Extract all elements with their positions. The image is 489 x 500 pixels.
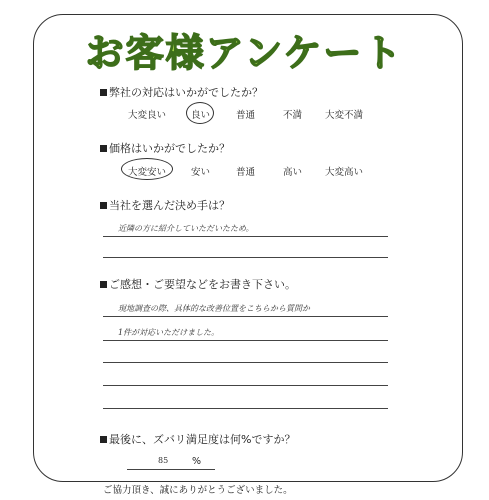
q1-option-3[interactable]: 普通 — [236, 110, 256, 121]
q4-answer-line-2 — [103, 340, 388, 341]
question-3 — [100, 197, 230, 213]
bullet-square-icon — [100, 89, 107, 96]
q3-answer-line-1 — [103, 236, 388, 237]
question-4 — [100, 276, 296, 292]
bullet-square-icon — [100, 145, 107, 152]
footer-thanks: ご協力頂き、誠にありがとうございました。 — [103, 485, 293, 496]
question-2-label: 価格はいかがでしたか？ — [109, 142, 230, 155]
bullet-square-icon — [100, 281, 107, 288]
question-1 — [100, 84, 263, 100]
q2-option-2[interactable]: 安い — [191, 167, 211, 178]
q2-option-3[interactable]: 普通 — [236, 167, 256, 178]
q4-answer-line-3 — [103, 362, 388, 363]
question-1-label: 弊社の対応はいかがでしたか？ — [109, 86, 263, 99]
q5-answer-line — [127, 469, 215, 470]
question-3-label: 当社を選んだ決め手は？ — [109, 199, 230, 212]
bullet-square-icon — [100, 436, 107, 443]
survey-title: お客様アンケート — [85, 31, 404, 75]
q5-handwritten-value: 85 — [158, 456, 169, 465]
q4-answer-line-1 — [103, 316, 388, 317]
question-5 — [100, 431, 295, 447]
q1-option-2[interactable]: 良い — [191, 110, 211, 121]
q1-option-1[interactable]: 大変良い — [128, 110, 167, 121]
q4-handwritten-line-1: 現地調査の際、具体的な改善位置をこちらから質問か — [118, 304, 310, 313]
q1-option-5[interactable]: 大変不満 — [325, 110, 364, 121]
q5-unit: % — [192, 456, 202, 467]
bullet-square-icon — [100, 202, 107, 209]
q1-option-4[interactable]: 不満 — [283, 110, 303, 121]
q3-handwritten-answer: 近隣の方に紹介していただいたため。 — [118, 224, 254, 233]
q2-option-1[interactable]: 大変安い — [128, 167, 167, 178]
q2-option-4[interactable]: 高い — [283, 167, 303, 178]
q4-handwritten-line-2: 1件が対応いただけました。 — [118, 328, 220, 337]
question-2 — [100, 140, 230, 156]
question-4-label: ご感想・ご要望などをお書き下さい。 — [109, 278, 296, 291]
question-5-label: 最後に、ズバリ満足度は何%ですか？ — [109, 433, 296, 446]
q2-selected-circle — [121, 158, 173, 180]
q2-option-5[interactable]: 大変高い — [325, 167, 364, 178]
q3-answer-line-2 — [103, 257, 388, 258]
q1-selected-circle — [186, 102, 214, 124]
q4-answer-line-4 — [103, 385, 388, 386]
q4-answer-line-5 — [103, 408, 388, 409]
